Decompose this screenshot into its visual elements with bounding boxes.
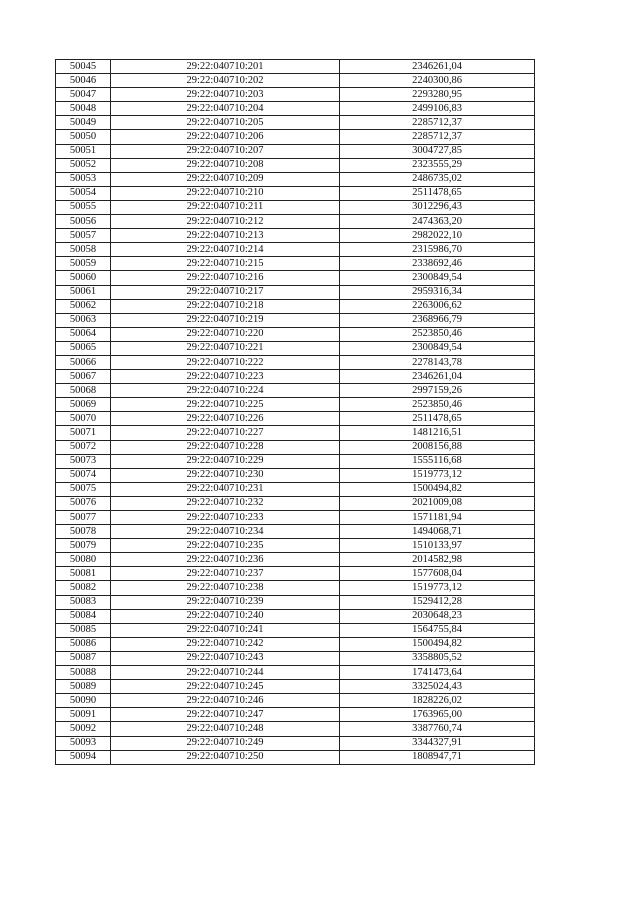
cadastral-value-cell: 3344327,91: [340, 736, 535, 750]
cadastral-value-cell: 1519773,12: [340, 468, 535, 482]
table-row: [56, 370, 535, 384]
cadastral-number-cell: 29:22:040710:243: [111, 651, 340, 665]
cadastral-value-cell: 2263006,62: [340, 299, 535, 313]
cadastral-value-cell: 2511478,65: [340, 186, 535, 200]
row-number-cell: 50068: [56, 384, 111, 398]
table-row: [56, 581, 535, 595]
cadastral-value-cell: 2014582,98: [340, 553, 535, 567]
cadastral-number-cell: 29:22:040710:233: [111, 511, 340, 525]
table-row: [56, 623, 535, 637]
cadastral-value-cell: 1510133,97: [340, 539, 535, 553]
cadastral-value-cell: 2997159,26: [340, 384, 535, 398]
row-number-cell: 50077: [56, 511, 111, 525]
row-number-cell: 50060: [56, 271, 111, 285]
table-row: [56, 722, 535, 736]
cadastral-value-table: [55, 59, 535, 765]
cadastral-value-cell: 1555116,68: [340, 454, 535, 468]
row-number-cell: 50066: [56, 355, 111, 369]
table-row: [56, 158, 535, 172]
table-row: [56, 355, 535, 369]
row-number-cell: 50059: [56, 257, 111, 271]
cadastral-number-cell: 29:22:040710:216: [111, 271, 340, 285]
cadastral-value-cell: 2030648,23: [340, 609, 535, 623]
row-number-cell: 50089: [56, 680, 111, 694]
row-number-cell: 50074: [56, 468, 111, 482]
cadastral-value-cell: 1500494,82: [340, 482, 535, 496]
cadastral-number-cell: 29:22:040710:246: [111, 694, 340, 708]
cadastral-value-cell: 1519773,12: [340, 581, 535, 595]
table-row: [56, 708, 535, 722]
cadastral-number-cell: 29:22:040710:203: [111, 88, 340, 102]
table-row: [56, 651, 535, 665]
cadastral-number-cell: 29:22:040710:227: [111, 426, 340, 440]
row-number-cell: 50076: [56, 496, 111, 510]
row-number-cell: 50086: [56, 637, 111, 651]
row-number-cell: 50049: [56, 116, 111, 130]
row-number-cell: 50061: [56, 285, 111, 299]
row-number-cell: 50046: [56, 74, 111, 88]
cadastral-value-cell: 1564755,84: [340, 623, 535, 637]
cadastral-value-cell: 2523850,46: [340, 398, 535, 412]
row-number-cell: 50078: [56, 525, 111, 539]
cadastral-value-cell: 3358805,52: [340, 651, 535, 665]
cadastral-value-cell: 1808947,71: [340, 750, 535, 764]
row-number-cell: 50084: [56, 609, 111, 623]
cadastral-value-cell: 2338692,46: [340, 257, 535, 271]
cadastral-number-cell: 29:22:040710:206: [111, 130, 340, 144]
table-row: [56, 341, 535, 355]
cadastral-number-cell: 29:22:040710:238: [111, 581, 340, 595]
table-row: [56, 637, 535, 651]
row-number-cell: 50057: [56, 229, 111, 243]
cadastral-number-cell: 29:22:040710:209: [111, 172, 340, 186]
cadastral-value-cell: 1828226,02: [340, 694, 535, 708]
cadastral-number-cell: 29:22:040710:222: [111, 355, 340, 369]
table-row: [56, 567, 535, 581]
cadastral-value-cell: 2982022,10: [340, 229, 535, 243]
table-row: [56, 553, 535, 567]
cadastral-number-cell: 29:22:040710:223: [111, 370, 340, 384]
cadastral-number-cell: 29:22:040710:237: [111, 567, 340, 581]
row-number-cell: 50048: [56, 102, 111, 116]
cadastral-number-cell: 29:22:040710:229: [111, 454, 340, 468]
row-number-cell: 50073: [56, 454, 111, 468]
cadastral-number-cell: 29:22:040710:240: [111, 609, 340, 623]
table-row: [56, 313, 535, 327]
cadastral-value-cell: 2240300,86: [340, 74, 535, 88]
table-row: [56, 609, 535, 623]
row-number-cell: 50063: [56, 313, 111, 327]
cadastral-number-cell: 29:22:040710:217: [111, 285, 340, 299]
row-number-cell: 50056: [56, 215, 111, 229]
row-number-cell: 50072: [56, 440, 111, 454]
cadastral-value-cell: 1763965,00: [340, 708, 535, 722]
cadastral-number-cell: 29:22:040710:250: [111, 750, 340, 764]
row-number-cell: 50092: [56, 722, 111, 736]
row-number-cell: 50053: [56, 172, 111, 186]
cadastral-number-cell: 29:22:040710:215: [111, 257, 340, 271]
cadastral-value-cell: 2285712,37: [340, 130, 535, 144]
cadastral-number-cell: 29:22:040710:235: [111, 539, 340, 553]
cadastral-number-cell: 29:22:040710:247: [111, 708, 340, 722]
row-number-cell: 50082: [56, 581, 111, 595]
cadastral-number-cell: 29:22:040710:244: [111, 666, 340, 680]
table-row: [56, 384, 535, 398]
table-row: [56, 398, 535, 412]
cadastral-value-cell: 2021009,08: [340, 496, 535, 510]
row-number-cell: 50071: [56, 426, 111, 440]
table-row: [56, 511, 535, 525]
row-number-cell: 50070: [56, 412, 111, 426]
table-row: [56, 299, 535, 313]
table-row: [56, 454, 535, 468]
cadastral-value-cell: 2278143,78: [340, 355, 535, 369]
cadastral-number-cell: 29:22:040710:242: [111, 637, 340, 651]
cadastral-value-cell: 3325024,43: [340, 680, 535, 694]
table-row: [56, 243, 535, 257]
cadastral-value-cell: 2315986,70: [340, 243, 535, 257]
table-row: [56, 200, 535, 214]
cadastral-number-cell: 29:22:040710:218: [111, 299, 340, 313]
cadastral-value-cell: 1481216,51: [340, 426, 535, 440]
row-number-cell: 50083: [56, 595, 111, 609]
cadastral-number-cell: 29:22:040710:249: [111, 736, 340, 750]
row-number-cell: 50094: [56, 750, 111, 764]
cadastral-number-cell: 29:22:040710:245: [111, 680, 340, 694]
cadastral-value-cell: 1494068,71: [340, 525, 535, 539]
row-number-cell: 50093: [56, 736, 111, 750]
cadastral-value-cell: 2499106,83: [340, 102, 535, 116]
cadastral-number-cell: 29:22:040710:230: [111, 468, 340, 482]
table-body: [56, 60, 535, 765]
table-row: [56, 215, 535, 229]
cadastral-number-cell: 29:22:040710:241: [111, 623, 340, 637]
cadastral-value-cell: 1571181,94: [340, 511, 535, 525]
cadastral-number-cell: 29:22:040710:204: [111, 102, 340, 116]
cadastral-value-cell: 2959316,34: [340, 285, 535, 299]
cadastral-value-cell: 2300849,54: [340, 341, 535, 355]
cadastral-value-cell: 2346261,04: [340, 60, 535, 74]
row-number-cell: 50080: [56, 553, 111, 567]
table-row: [56, 426, 535, 440]
table-row: [56, 102, 535, 116]
cadastral-number-cell: 29:22:040710:248: [111, 722, 340, 736]
cadastral-number-cell: 29:22:040710:224: [111, 384, 340, 398]
cadastral-number-cell: 29:22:040710:210: [111, 186, 340, 200]
row-number-cell: 50085: [56, 623, 111, 637]
table-row: [56, 666, 535, 680]
row-number-cell: 50062: [56, 299, 111, 313]
row-number-cell: 50090: [56, 694, 111, 708]
table-row: [56, 694, 535, 708]
table-row: [56, 88, 535, 102]
cadastral-value-cell: 2368966,79: [340, 313, 535, 327]
cadastral-value-cell: 2008156,88: [340, 440, 535, 454]
cadastral-number-cell: 29:22:040710:213: [111, 229, 340, 243]
row-number-cell: 50055: [56, 200, 111, 214]
table-row: [56, 539, 535, 553]
cadastral-value-cell: 2300849,54: [340, 271, 535, 285]
cadastral-value-cell: 2285712,37: [340, 116, 535, 130]
table-row: [56, 680, 535, 694]
cadastral-number-cell: 29:22:040710:205: [111, 116, 340, 130]
row-number-cell: 50065: [56, 341, 111, 355]
table-row: [56, 229, 535, 243]
cadastral-number-cell: 29:22:040710:219: [111, 313, 340, 327]
table-row: [56, 271, 535, 285]
cadastral-number-cell: 29:22:040710:201: [111, 60, 340, 74]
table-row: [56, 186, 535, 200]
cadastral-value-cell: 3387760,74: [340, 722, 535, 736]
cadastral-value-cell: 2323555,29: [340, 158, 535, 172]
table-row: [56, 412, 535, 426]
row-number-cell: 50064: [56, 327, 111, 341]
table-row: [56, 60, 535, 74]
row-number-cell: 50050: [56, 130, 111, 144]
cadastral-number-cell: 29:22:040710:239: [111, 595, 340, 609]
cadastral-number-cell: 29:22:040710:214: [111, 243, 340, 257]
cadastral-value-cell: 2523850,46: [340, 327, 535, 341]
cadastral-number-cell: 29:22:040710:226: [111, 412, 340, 426]
cadastral-value-cell: 1529412,28: [340, 595, 535, 609]
cadastral-number-cell: 29:22:040710:202: [111, 74, 340, 88]
cadastral-number-cell: 29:22:040710:231: [111, 482, 340, 496]
table-row: [56, 74, 535, 88]
table-row: [56, 172, 535, 186]
cadastral-value-cell: 2511478,65: [340, 412, 535, 426]
table-row: [56, 144, 535, 158]
table-row: [56, 440, 535, 454]
table-row: [56, 736, 535, 750]
cadastral-number-cell: 29:22:040710:236: [111, 553, 340, 567]
row-number-cell: 50075: [56, 482, 111, 496]
cadastral-value-cell: 2474363,20: [340, 215, 535, 229]
table-row: [56, 257, 535, 271]
cadastral-number-cell: 29:22:040710:221: [111, 341, 340, 355]
cadastral-value-cell: 1500494,82: [340, 637, 535, 651]
cadastral-number-cell: 29:22:040710:208: [111, 158, 340, 172]
row-number-cell: 50067: [56, 370, 111, 384]
cadastral-value-cell: 2486735,02: [340, 172, 535, 186]
table-row: [56, 482, 535, 496]
row-number-cell: 50052: [56, 158, 111, 172]
table-row: [56, 130, 535, 144]
table-row: [56, 468, 535, 482]
cadastral-value-cell: 2346261,04: [340, 370, 535, 384]
table-row: [56, 525, 535, 539]
row-number-cell: 50088: [56, 666, 111, 680]
row-number-cell: 50081: [56, 567, 111, 581]
table-row: [56, 116, 535, 130]
table-row: [56, 496, 535, 510]
table-row: [56, 750, 535, 764]
table-row: [56, 285, 535, 299]
cadastral-number-cell: 29:22:040710:220: [111, 327, 340, 341]
row-number-cell: 50069: [56, 398, 111, 412]
row-number-cell: 50047: [56, 88, 111, 102]
cadastral-number-cell: 29:22:040710:207: [111, 144, 340, 158]
cadastral-number-cell: 29:22:040710:228: [111, 440, 340, 454]
cadastral-value-cell: 3004727,85: [340, 144, 535, 158]
cadastral-number-cell: 29:22:040710:234: [111, 525, 340, 539]
row-number-cell: 50054: [56, 186, 111, 200]
row-number-cell: 50045: [56, 60, 111, 74]
cadastral-value-cell: 3012296,43: [340, 200, 535, 214]
cadastral-value-cell: 1741473,64: [340, 666, 535, 680]
table-row: [56, 595, 535, 609]
cadastral-number-cell: 29:22:040710:211: [111, 200, 340, 214]
table-row: [56, 327, 535, 341]
row-number-cell: 50051: [56, 144, 111, 158]
cadastral-number-cell: 29:22:040710:212: [111, 215, 340, 229]
cadastral-value-cell: 1577608,04: [340, 567, 535, 581]
cadastral-number-cell: 29:22:040710:232: [111, 496, 340, 510]
row-number-cell: 50087: [56, 651, 111, 665]
row-number-cell: 50079: [56, 539, 111, 553]
cadastral-value-cell: 2293280,95: [340, 88, 535, 102]
row-number-cell: 50058: [56, 243, 111, 257]
row-number-cell: 50091: [56, 708, 111, 722]
cadastral-number-cell: 29:22:040710:225: [111, 398, 340, 412]
